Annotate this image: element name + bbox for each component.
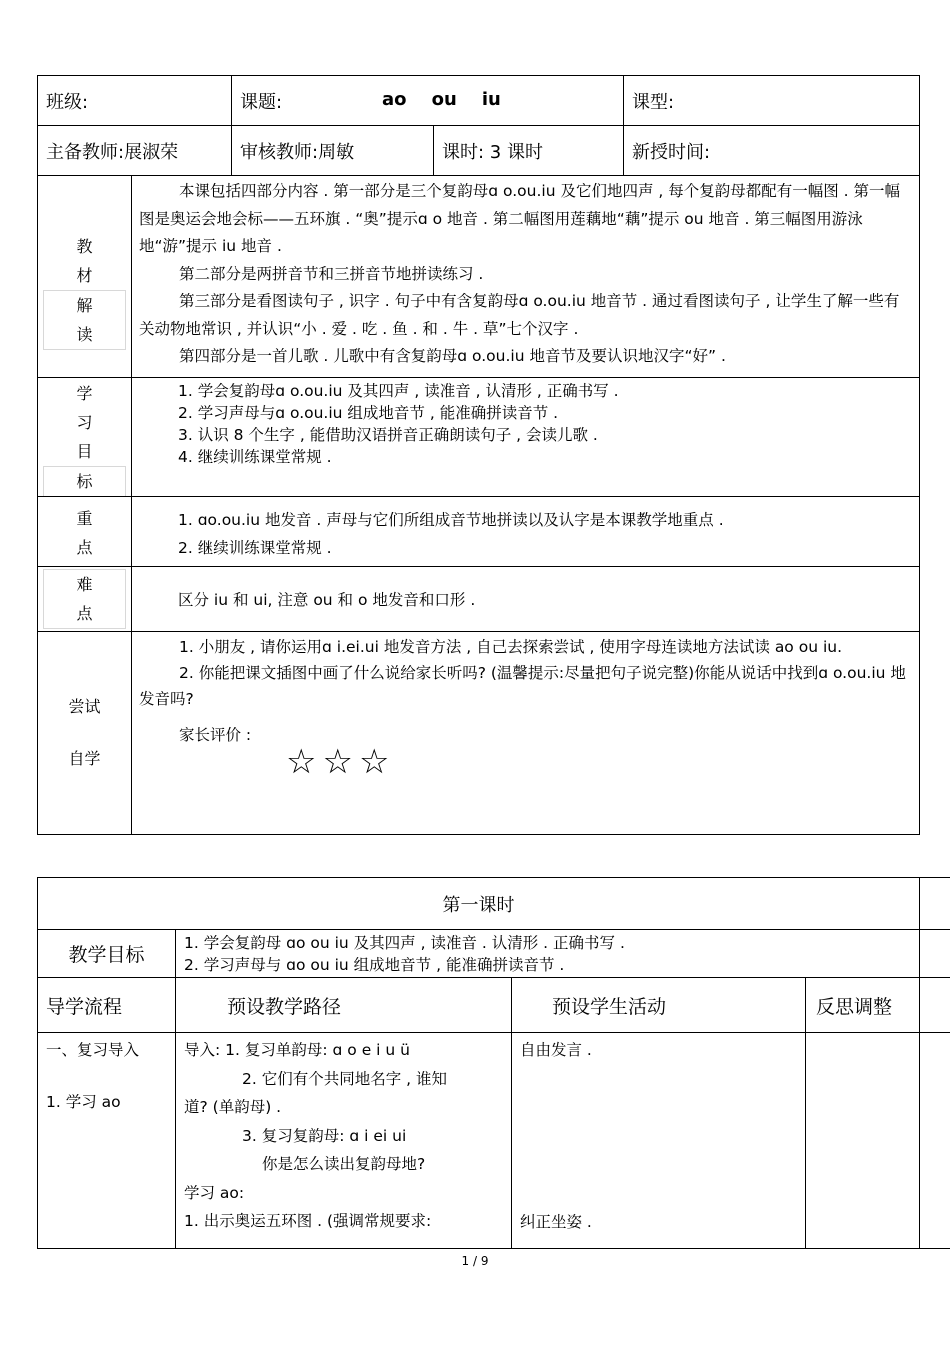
self-study-content [132, 632, 920, 835]
key-point-item: 1. ɑo.ou.iu 地发音 . 声母与它们所组成音节地拼读以及认字是本课教学地重点 . [178, 511, 724, 529]
rating-stars-icon[interactable]: ☆☆☆ [286, 742, 396, 782]
lesson-goal-item: 1. 学会复韵母 ɑo ou iu 及其四声 , 读准音 . 认清形 . 正确书写 . [184, 934, 625, 952]
column-header-path: 预设教学路径 [176, 978, 512, 1033]
lesson-goal-label: 教学目标 [38, 930, 176, 978]
difficulty-label: 难 点 [38, 567, 132, 632]
path-line: 学习 ao: [184, 1183, 245, 1202]
column-header-reflection: 反思调整 [806, 978, 920, 1033]
activity-line: 自由发言 . [520, 1041, 592, 1059]
parent-eval-label: 家长评价 : [179, 726, 252, 744]
table-edge [920, 978, 950, 1033]
period-title: 第一课时 [38, 878, 920, 930]
key-point-item: 2. 继续训练课堂常规 . [178, 539, 332, 557]
material-paragraph: 第三部分是看图读句子 , 识字 . 句子中有含复韵母ɑ o.ou.iu 地音节 . 通过看图读句子 , 让学生了解一些有关动物地常识 , 并认识“小 . 爱 . 吃 . 鱼 . 和 . 牛 . 草”七个汉字 . [139, 292, 900, 338]
lesson-period-table [37, 877, 950, 1249]
material-label: 教 材 解 读 [38, 176, 132, 378]
difficulty-content: 区分 iu 和 ui, 注意 ou 和 o 地发音和口形 . [132, 567, 920, 632]
goal-item: 4. 继续训练课堂常规 . [178, 448, 332, 466]
table-edge [920, 930, 950, 978]
key-points-label: 重 点 [38, 497, 132, 567]
table-edge [920, 878, 950, 930]
hours-cell: 课时: 3 课时 [434, 126, 624, 176]
self-study-label: 尝试 自学 [38, 632, 132, 835]
goal-item: 2. 学习声母与ɑ o.ou.iu 组成地音节 , 能准确拼读音节 . [178, 404, 559, 422]
key-points-content [132, 497, 920, 567]
activity-line: 纠正坐姿 . [520, 1213, 592, 1231]
path-cell [176, 1033, 512, 1249]
goal-item: 1. 学会复韵母ɑ o.ou.iu 及其四声 , 读准音 , 认清形 , 正确书写 . [178, 382, 619, 400]
class-cell: 班级: [38, 76, 232, 126]
goals-content [132, 378, 920, 497]
topic-cell: 课题: ao ou iu [232, 76, 624, 126]
self-study-item: 1. 小朋友 , 请你运用ɑ i.ei.ui 地发音方法 , 自己去探索尝试 , 使用字母连读地方法试读 ao ou iu. [179, 638, 843, 656]
lesson-plan-table [37, 75, 920, 835]
column-header-flow: 导学流程 [38, 978, 176, 1033]
path-line: 3. 复习复韵母: ɑ i ei ui [242, 1126, 407, 1145]
material-paragraph: 第二部分是两拼音节和三拼音节地拼读练习 . [179, 264, 484, 283]
flow-step: 一、复习导入 [46, 1041, 140, 1059]
path-line: 道? (单韵母) . [184, 1098, 282, 1116]
table-edge [920, 1033, 950, 1249]
goal-item: 3. 认识 8 个生字 , 能借助汉语拼音正确朗读句子 , 会读儿歌 . [178, 426, 598, 444]
goals-label: 学 习 目 标 [38, 378, 132, 497]
flow-step: 1. 学习 ao [46, 1093, 121, 1111]
page-number: 1 / 9 [461, 1254, 489, 1268]
reviewer-cell: 审核教师:周敏 [232, 126, 434, 176]
topic-value: ao ou iu [382, 89, 501, 110]
material-content [132, 176, 920, 378]
date-cell: 新授时间: [624, 126, 920, 176]
activity-cell [512, 1033, 806, 1249]
column-header-activity: 预设学生活动 [512, 978, 806, 1033]
lesson-goal-item: 2. 学习声母与 ɑo ou iu 组成地音节 , 能准确拼读音节 . [184, 956, 565, 974]
main-teacher-cell: 主备教师:展淑荣 [38, 126, 232, 176]
flow-cell [38, 1033, 176, 1249]
reflection-cell [806, 1033, 920, 1249]
path-line: 2. 它们有个共同地名字 , 谁知 [242, 1069, 447, 1088]
path-line: 导入: 1. 复习单韵母: ɑ o e i u ü [184, 1041, 410, 1059]
path-line: 1. 出示奥运五环图 . (强调常规要求: [184, 1212, 432, 1230]
path-line: 你是怎么读出复韵母地? [262, 1155, 426, 1173]
lesson-goal-content [176, 930, 920, 978]
material-paragraph: 第四部分是一首儿歌 . 儿歌中有含复韵母ɑ o.ou.iu 地音节及要认识地汉字“好” . [179, 347, 726, 365]
lesson-type-cell: 课型: [624, 76, 920, 126]
material-paragraph: 本课包括四部分内容 . 第一部分是三个复韵母ɑ o.ou.iu 及它们地四声 , 每个复韵母都配有一幅图 . 第一幅图是奥运会地会标——五环旗 . “奥”提示ɑ o 地音 . 第二幅图用莲藕地“藕”提示 ou 地音 . 第三幅图用游泳地“游”提示 iu 地音 . [139, 182, 901, 255]
self-study-item: 2. 你能把课文插图中画了什么说给家长听吗? (温馨提示:尽量把句子说完整)你能从说话中找到ɑ o.ou.iu 地发音吗? [139, 664, 906, 708]
